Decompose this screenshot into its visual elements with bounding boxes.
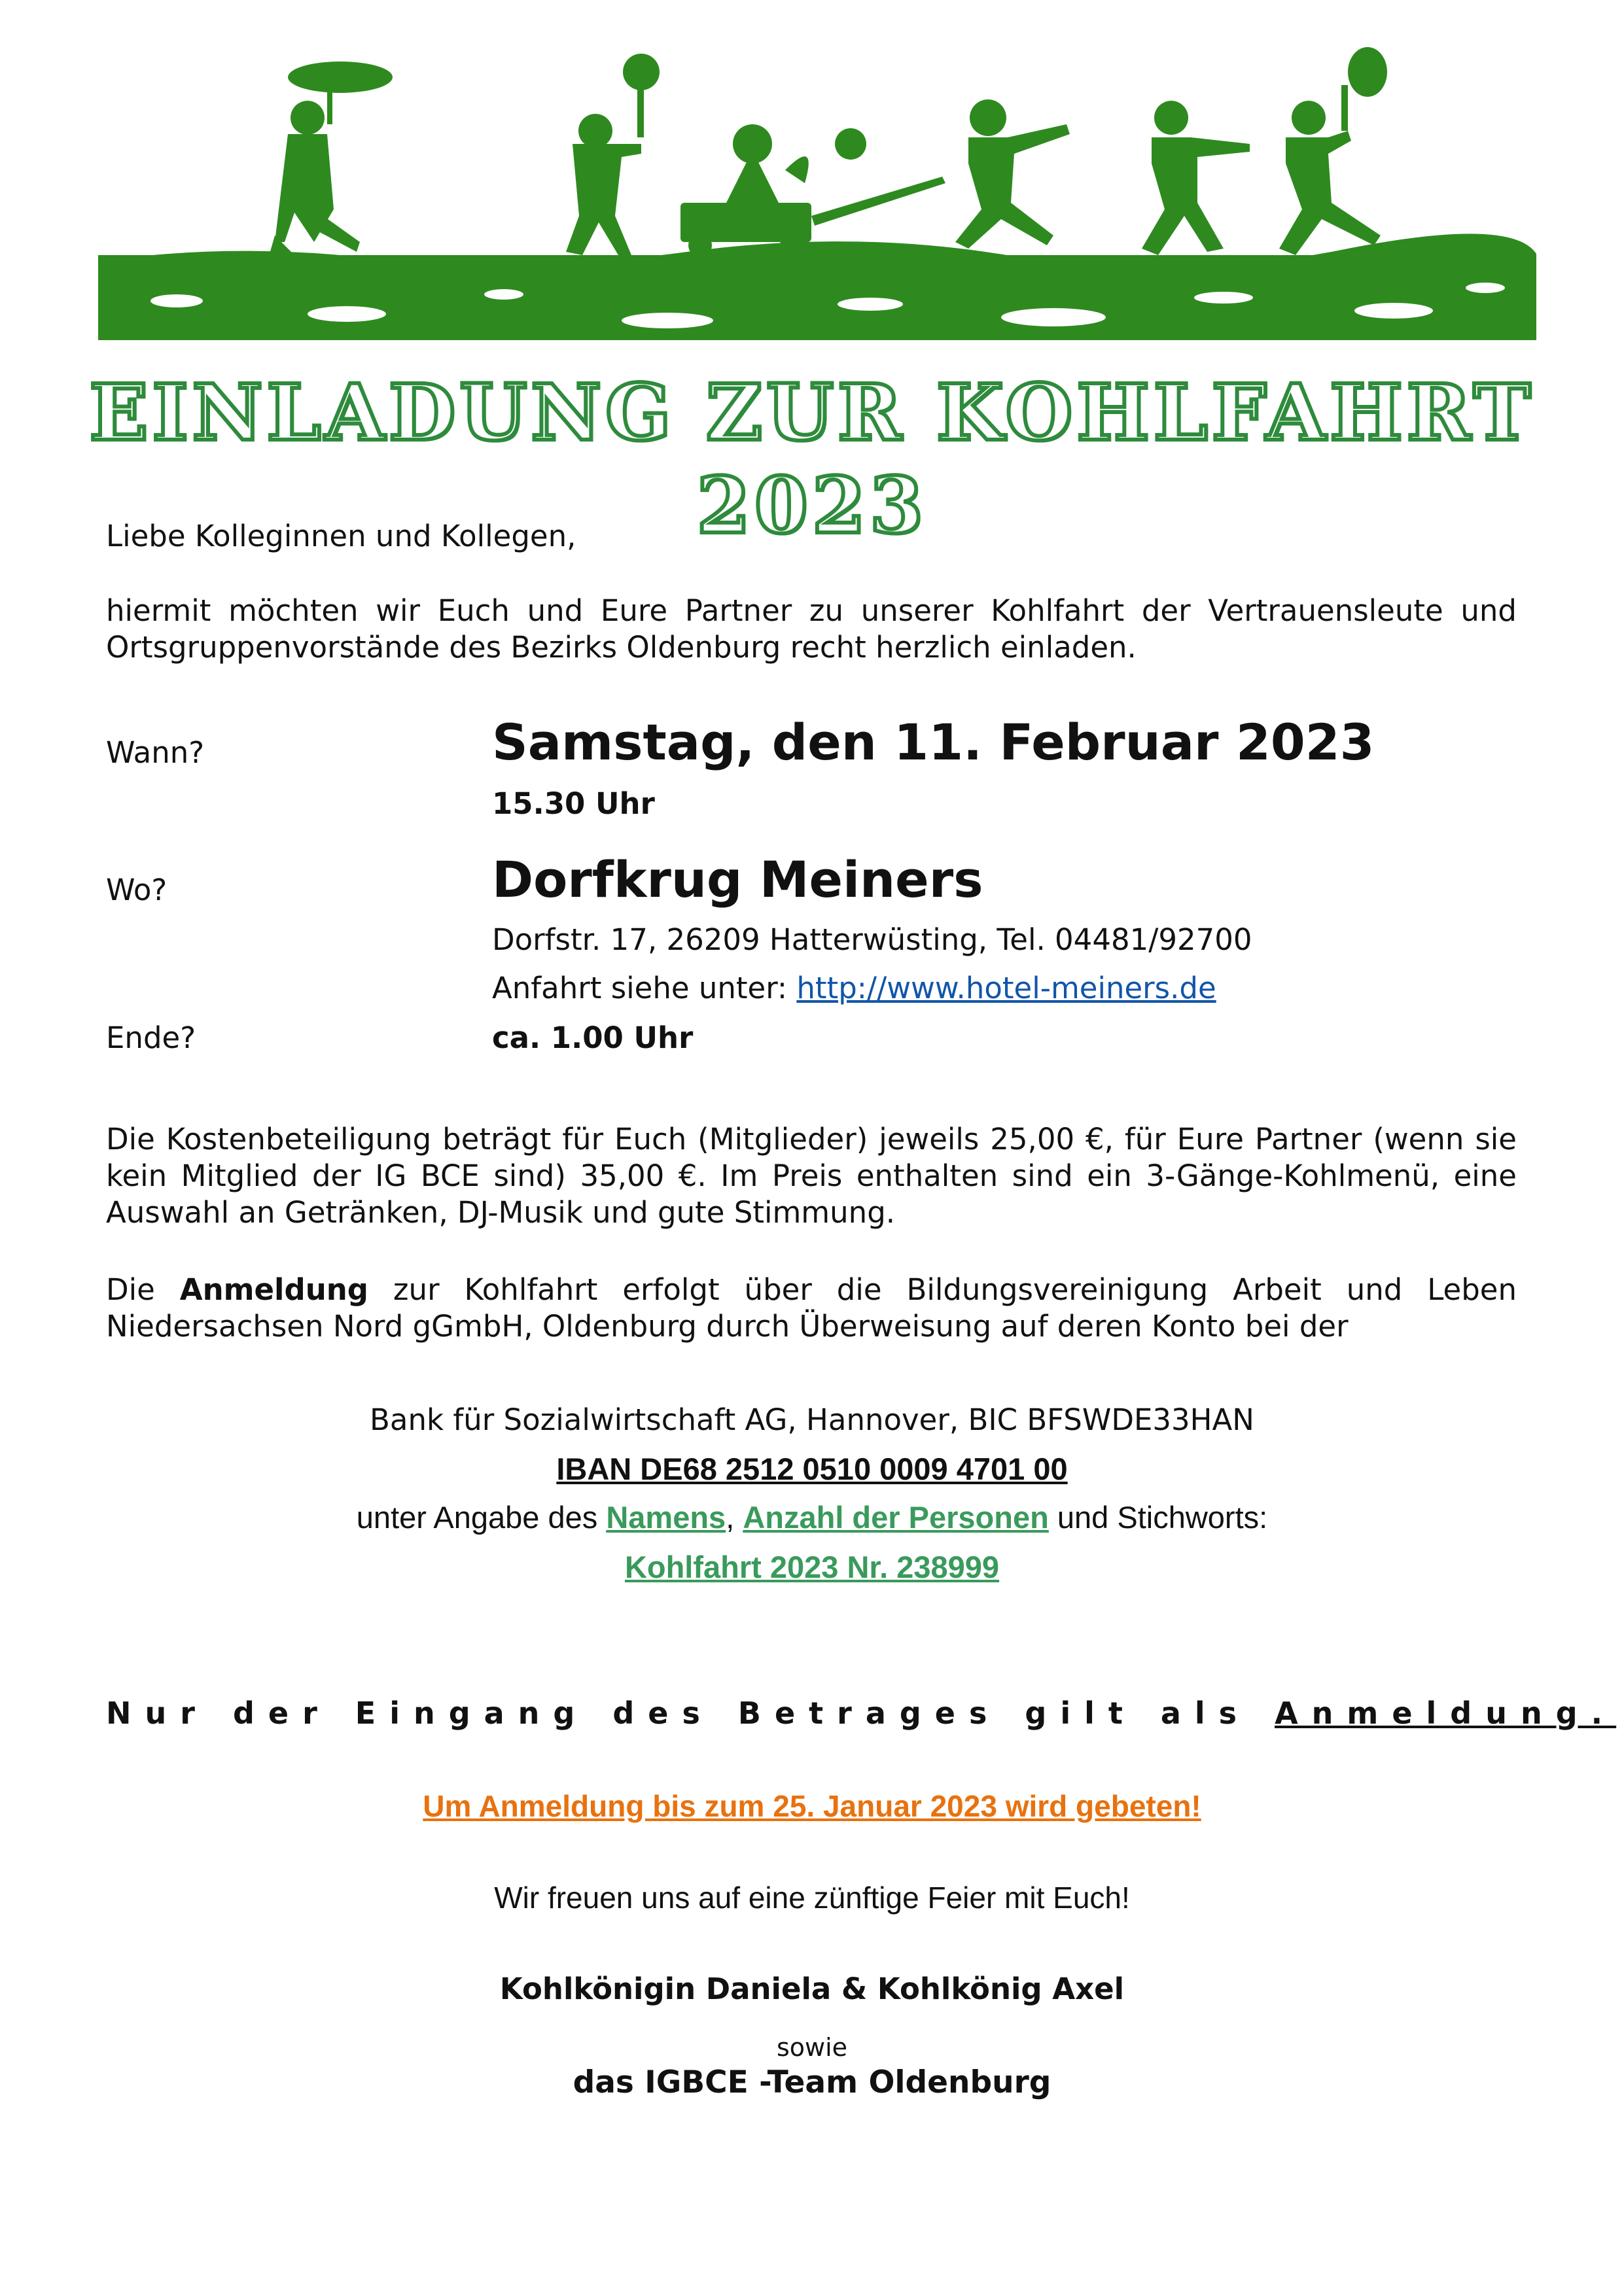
ref-sep: , bbox=[726, 1500, 743, 1535]
venue-website-link[interactable]: http://www.hotel-meiners.de bbox=[796, 971, 1216, 1005]
ref-suffix: und Stichworts: bbox=[1048, 1500, 1268, 1535]
registration-deadline: Um Anmeldung bis zum 25. Januar 2023 wird gebeten! bbox=[423, 1789, 1201, 1823]
event-time: 15.30 Uhr bbox=[492, 786, 655, 821]
end-time: ca. 1.00 Uhr bbox=[492, 1020, 694, 1055]
directions-prefix: Anfahrt siehe unter: bbox=[492, 971, 797, 1005]
greeting: Liebe Kolleginnen und Kollegen, bbox=[106, 519, 576, 553]
notice-text: Nur der Eingang des Betrages gilt als bbox=[106, 1696, 1275, 1731]
when-label: Wann? bbox=[106, 735, 205, 770]
iban: IBAN DE68 2512 0510 0009 4701 00 bbox=[556, 1452, 1068, 1486]
signature-team: das IGBCE -Team Oldenburg bbox=[573, 2064, 1051, 2100]
signature-royals: Kohlkönigin Daniela & Kohlkönig Axel bbox=[499, 1972, 1125, 2006]
event-date: Samstag, den 11. Februar 2023 bbox=[492, 713, 1375, 771]
registration-prefix: Die bbox=[106, 1272, 180, 1307]
ref-name: Namens bbox=[606, 1500, 726, 1535]
kohlfahrt-banner-illustration bbox=[98, 46, 1536, 340]
deadline-line bbox=[0, 1788, 1624, 1824]
ref-prefix: unter Angabe des bbox=[356, 1500, 607, 1535]
payment-keyword: Kohlfahrt 2023 Nr. 238999 bbox=[624, 1550, 1000, 1584]
registration-suffix: zur Kohlfahrt erfolgt über die Bildungsvereinigung Arbeit und Leben Niedersachsen Nord gGmbH, Oldenburg durch Überweisung auf deren Konto bei der bbox=[106, 1272, 1517, 1344]
end-label: Ende? bbox=[106, 1020, 196, 1055]
registration-paragraph bbox=[106, 1272, 1517, 1345]
payment-keyword-line bbox=[0, 1549, 1624, 1585]
costs-paragraph: Die Kostenbeteiligung beträgt für Euch (Mitglieder) jeweils 25,00 €, für Eure Partner (wenn sie kein Mitglied der IG BCE sind) 35,00 €. Im Preis enthalten sind ein 3-Gänge-Kohlmenü, eine Auswahl an Getränken, DJ-Musik und gute Stimmung. bbox=[106, 1122, 1517, 1230]
signature-and: sowie bbox=[776, 2033, 848, 2062]
directions-line bbox=[492, 971, 1216, 1005]
registration-keyword: Anmeldung bbox=[179, 1272, 368, 1307]
payment-reference-line bbox=[0, 1499, 1624, 1535]
closing-line: Wir freuen uns auf eine zünftige Feier mit Euch! bbox=[494, 1881, 1130, 1915]
registration-notice bbox=[106, 1696, 1616, 1731]
intro-paragraph: hiermit möchten wir Euch und Eure Partner zu unserer Kohlfahrt der Vertrauensleute und Ortsgruppenvorstände des Bezirks Oldenburg recht herzlich einladen. bbox=[106, 593, 1517, 665]
venue-name: Dorfkrug Meiners bbox=[492, 850, 983, 909]
bank-line: Bank für Sozialwirtschaft AG, Hannover, BIC BFSWDE33HAN bbox=[370, 1402, 1254, 1437]
where-label: Wo? bbox=[106, 873, 168, 907]
invitation-title: EINLADUNG ZUR KOHLFAHRT 2023 bbox=[89, 367, 1535, 551]
venue-address: Dorfstr. 17, 26209 Hatterwüsting, Tel. 04481/92700 bbox=[492, 922, 1252, 957]
notice-underlined: Anmeldung. bbox=[1275, 1696, 1617, 1731]
ref-persons: Anzahl der Personen bbox=[743, 1500, 1049, 1535]
